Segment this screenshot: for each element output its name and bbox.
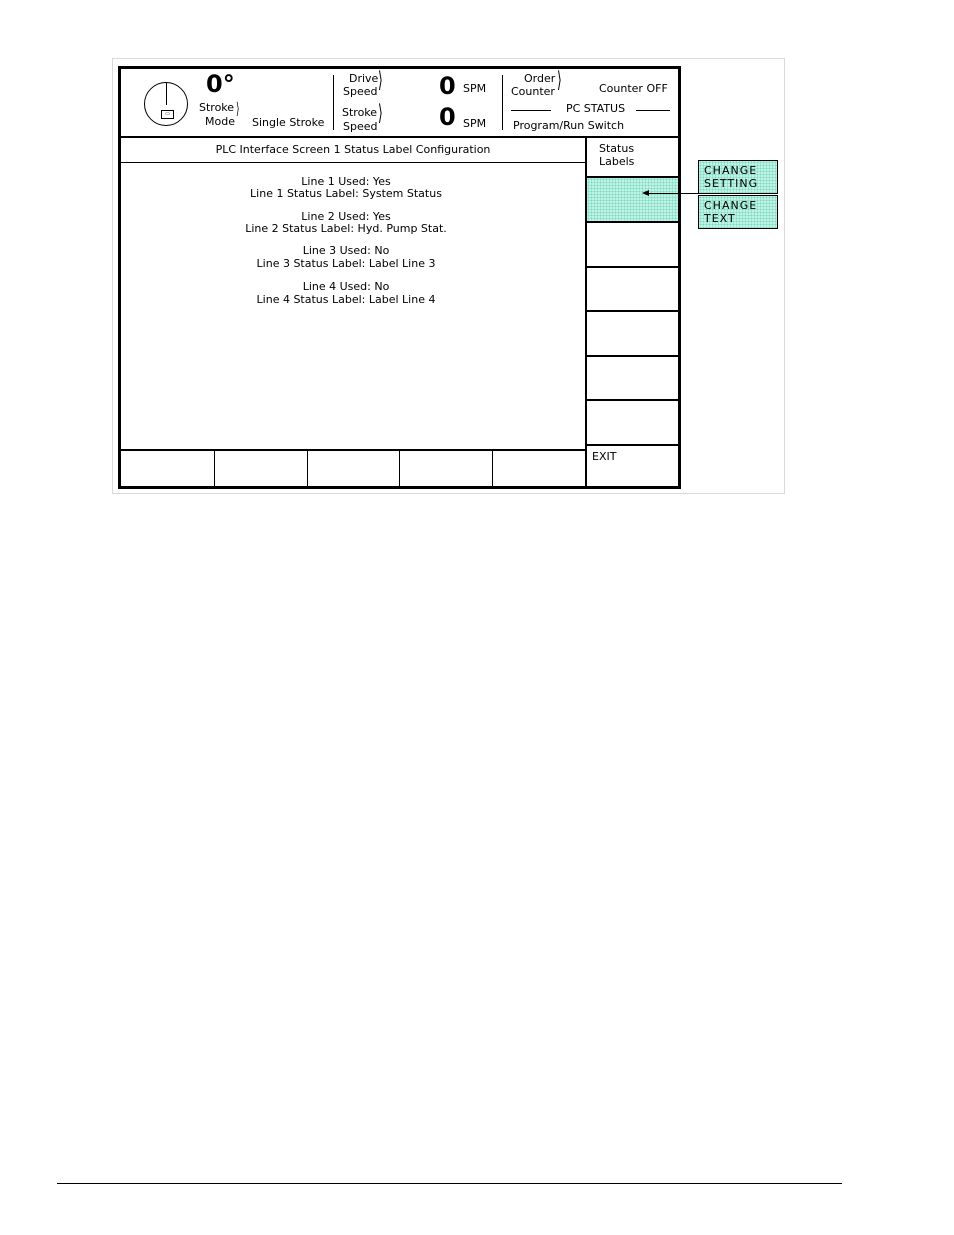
change-text-button[interactable] xyxy=(698,195,778,229)
drive-speed-label-2: Speed xyxy=(343,85,378,98)
softkey-1-selected[interactable] xyxy=(587,178,678,223)
softkey-heading-label: Status Labels xyxy=(599,142,635,168)
softkey-heading xyxy=(587,138,678,178)
order-counter-label-2: Counter xyxy=(511,85,555,98)
change-setting-button[interactable] xyxy=(698,160,778,194)
stroke-mode-label-2: Mode xyxy=(205,115,235,128)
drive-speed-label-1: Drive xyxy=(349,72,379,85)
arrow-left-icon xyxy=(642,190,649,196)
softkey-2[interactable] xyxy=(587,223,678,268)
header-divider xyxy=(333,75,334,130)
stroke-mode-label-1: Stroke xyxy=(199,101,235,114)
exit-label: EXIT xyxy=(592,450,617,463)
function-key-1[interactable] xyxy=(121,451,215,486)
pc-status-rule-left xyxy=(511,110,551,111)
stroke-speed-label-1: Stroke xyxy=(342,106,378,119)
pc-status-rule-right xyxy=(636,110,670,111)
stroke-mode-value: Single Stroke xyxy=(252,116,325,129)
stroke-speed-unit: SPM xyxy=(463,117,487,130)
pc-status-label: PC STATUS xyxy=(566,102,626,115)
chevron-right-icon: ⟩ xyxy=(236,99,240,118)
softkey-5[interactable] xyxy=(587,357,678,401)
order-counter-label-1: Order xyxy=(524,72,556,85)
status-header xyxy=(121,69,678,138)
crank-angle-dial-icon: ▭ xyxy=(144,82,188,126)
counter-status: Counter OFF xyxy=(599,82,668,95)
softkey-4[interactable] xyxy=(587,312,678,357)
softkey-6[interactable] xyxy=(587,401,678,446)
line-4-used: Line 4 Used: No xyxy=(302,280,390,293)
function-key-5[interactable] xyxy=(493,451,585,486)
crank-angle-value: 0° xyxy=(206,70,235,98)
line-3-used: Line 3 Used: No xyxy=(302,244,390,257)
page-footer-rule xyxy=(57,1183,842,1184)
change-setting-label: CHANGE SETTING xyxy=(704,164,759,190)
function-key-row xyxy=(121,449,585,486)
screen-title: PLC Interface Screen 1 Status Label Configuration xyxy=(215,143,491,156)
callout-arrow-line xyxy=(648,193,778,194)
function-key-2[interactable] xyxy=(215,451,308,486)
line-2-used: Line 2 Used: Yes xyxy=(301,210,391,223)
softkey-3[interactable] xyxy=(587,268,678,312)
line-1-used: Line 1 Used: Yes xyxy=(301,175,391,188)
hmi-screen xyxy=(118,66,681,489)
drive-speed-value: 0 xyxy=(439,72,456,100)
change-text-label: CHANGE TEXT xyxy=(704,199,758,225)
line-4-label: Line 4 Status Label: Label Line 4 xyxy=(256,293,436,306)
header-divider xyxy=(502,75,503,130)
screen-title-bar xyxy=(121,138,585,163)
function-key-3[interactable] xyxy=(308,451,400,486)
stroke-speed-value: 0 xyxy=(439,103,456,131)
program-run-switch: Program/Run Switch xyxy=(513,119,625,132)
line-2-label: Line 2 Status Label: Hyd. Pump Stat. xyxy=(245,222,447,235)
chevron-right-icon: ⟩ xyxy=(557,68,562,93)
line-1-label: Line 1 Status Label: System Status xyxy=(250,187,442,200)
stroke-speed-label-2: Speed xyxy=(343,120,378,133)
chevron-right-icon: ⟩ xyxy=(378,101,383,126)
drive-speed-unit: SPM xyxy=(463,82,487,95)
chevron-right-icon: ⟩ xyxy=(378,68,383,93)
line-3-label: Line 3 Status Label: Label Line 3 xyxy=(256,257,436,270)
function-key-4[interactable] xyxy=(400,451,493,486)
exit-button[interactable] xyxy=(587,446,678,489)
softkey-column xyxy=(585,138,678,489)
